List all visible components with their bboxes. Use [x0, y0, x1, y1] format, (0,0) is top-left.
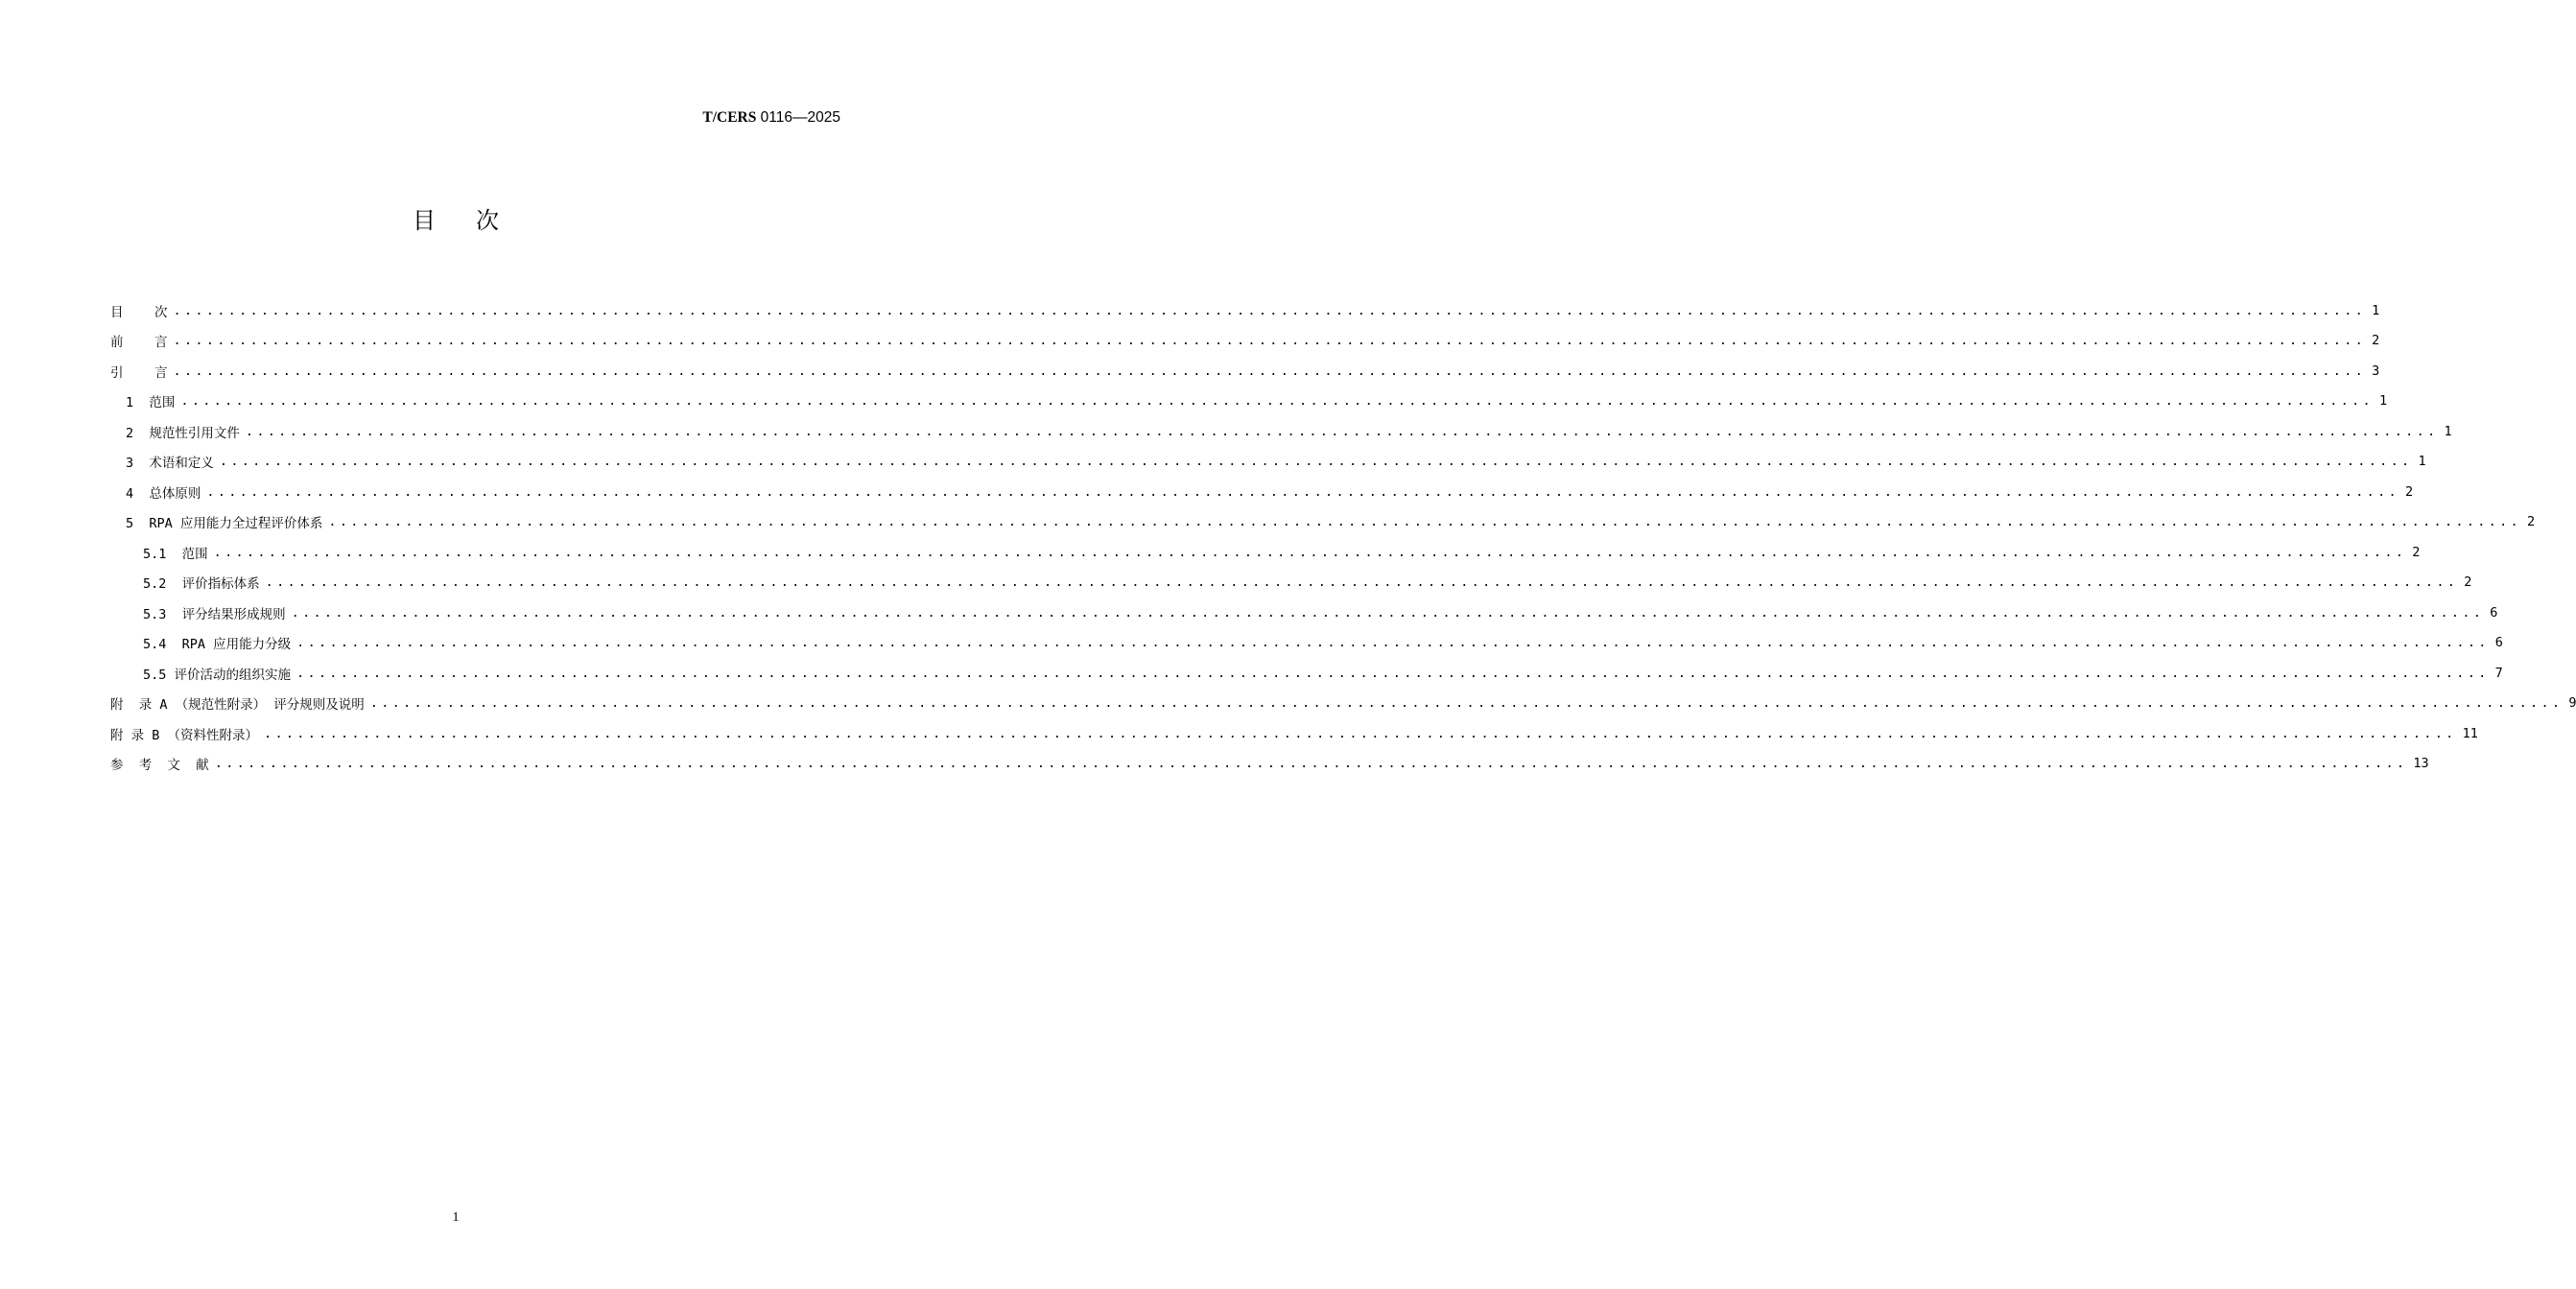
toc-entry-page: 7 — [2494, 665, 2503, 681]
toc-entry[interactable] — [110, 326, 2380, 357]
toc-dot-leader: ........................................................................................................................................................................................................ — [173, 302, 2367, 318]
toc-entry[interactable] — [110, 749, 2429, 780]
toc-entry-page: 2 — [2372, 333, 2380, 349]
toc-entry-label: 4 总体原则 — [126, 485, 201, 502]
toc-entry-label: 2 规范性引用文件 — [126, 425, 240, 441]
toc-entry-label: 1 范围 — [126, 395, 176, 411]
page-title: 目次 — [413, 207, 539, 234]
toc-entry-page: 2 — [2526, 514, 2536, 530]
toc-entry[interactable] — [110, 295, 2380, 326]
toc-dot-leader: ........................................................................................................................................................................................................ — [245, 423, 2439, 439]
toc-dot-leader: ........................................................................................................................................................................................................ — [214, 756, 2408, 772]
toc-entry-page: 6 — [2490, 604, 2498, 621]
toc-entry[interactable] — [110, 447, 2426, 478]
toc-entry-label: 目 次 — [110, 304, 168, 320]
toc-entry[interactable] — [110, 598, 2498, 628]
toc-entry[interactable] — [110, 718, 2478, 749]
toc-entry[interactable] — [110, 416, 2452, 447]
toc-entry[interactable] — [110, 568, 2472, 598]
toc-entry-label: 5.2 评价指标体系 — [143, 576, 260, 593]
toc-entry-page: 2 — [2412, 544, 2421, 560]
toc-entry-page: 11 — [2462, 725, 2478, 741]
toc-entry[interactable] — [110, 628, 2503, 659]
toc-entry-label: 引 言 — [110, 364, 168, 381]
toc-entry-label: 前 言 — [110, 335, 168, 351]
table-of-contents — [110, 295, 2576, 779]
toc-entry[interactable] — [110, 387, 2388, 417]
standard-number: 0116—2025 — [756, 109, 840, 126]
toc-dot-leader: ........................................................................................................................................................................................................ — [296, 665, 2490, 681]
toc-entry-label: 5.1 范围 — [143, 546, 208, 562]
toc-dot-leader: ........................................................................................................................................................................................................ — [206, 483, 2399, 500]
toc-entry-label: 附 录 A （规范性附录） 评分规则及说明 — [110, 697, 365, 714]
toc-entry-page: 1 — [2372, 302, 2380, 318]
toc-entry-label: 5.3 评分结果形成规则 — [143, 606, 286, 622]
toc-entry-label: 5 RPA 应用能力全过程评价体系 — [126, 516, 323, 532]
toc-entry[interactable] — [110, 689, 2576, 719]
toc-entry[interactable] — [110, 507, 2536, 538]
toc-dot-leader: ........................................................................................................................................................................................................ — [219, 454, 2413, 470]
toc-dot-leader: ........................................................................................................................................................................................................ — [328, 514, 2521, 530]
toc-entry[interactable] — [110, 537, 2421, 568]
toc-entry[interactable] — [110, 356, 2380, 387]
toc-entry[interactable] — [110, 477, 2414, 507]
toc-entry-page: 2 — [2404, 483, 2414, 500]
toc-dot-leader: ........................................................................................................................................................................................................ — [213, 544, 2407, 560]
toc-entry-label: 3 术语和定义 — [126, 456, 214, 472]
toc-entry-page: 2 — [2464, 574, 2472, 591]
page-number: 1 — [452, 1210, 460, 1225]
toc-entry-label: 5.4 RPA 应用能力分级 — [143, 637, 292, 653]
toc-dot-leader: ........................................................................................................................................................................................................ — [264, 725, 2457, 741]
toc-dot-leader: ........................................................................................................................................................................................................ — [296, 635, 2490, 651]
toc-dot-leader: ........................................................................................................................................................................................................ — [265, 574, 2459, 591]
toc-entry-page: 1 — [2378, 393, 2388, 410]
toc-entry-page: 3 — [2372, 363, 2380, 379]
standard-org: T/CERS — [702, 109, 757, 126]
toc-dot-leader: ........................................................................................................................................................................................................ — [173, 363, 2367, 379]
toc-dot-leader: ........................................................................................................................................................................................................ — [180, 393, 2374, 410]
toc-entry[interactable] — [110, 658, 2503, 689]
toc-dot-leader: ........................................................................................................................................................................................................ — [291, 604, 2485, 621]
toc-entry-page: 1 — [2444, 423, 2452, 439]
toc-entry-label: 附 录 B （资料性附录） — [110, 727, 259, 743]
toc-dot-leader: ........................................................................................................................................................................................................ — [369, 695, 2564, 712]
toc-entry-label: 参 考 文 献 — [110, 758, 209, 774]
toc-entry-page: 13 — [2413, 756, 2429, 772]
toc-dot-leader: ........................................................................................................................................................................................................ — [173, 333, 2367, 349]
toc-entry-page: 6 — [2494, 635, 2503, 651]
standard-code — [702, 109, 840, 127]
toc-entry-page: 1 — [2418, 454, 2426, 470]
toc-entry-label: 5.5 评价活动的组织实施 — [143, 667, 292, 683]
toc-entry-page: 9 — [2568, 695, 2576, 712]
